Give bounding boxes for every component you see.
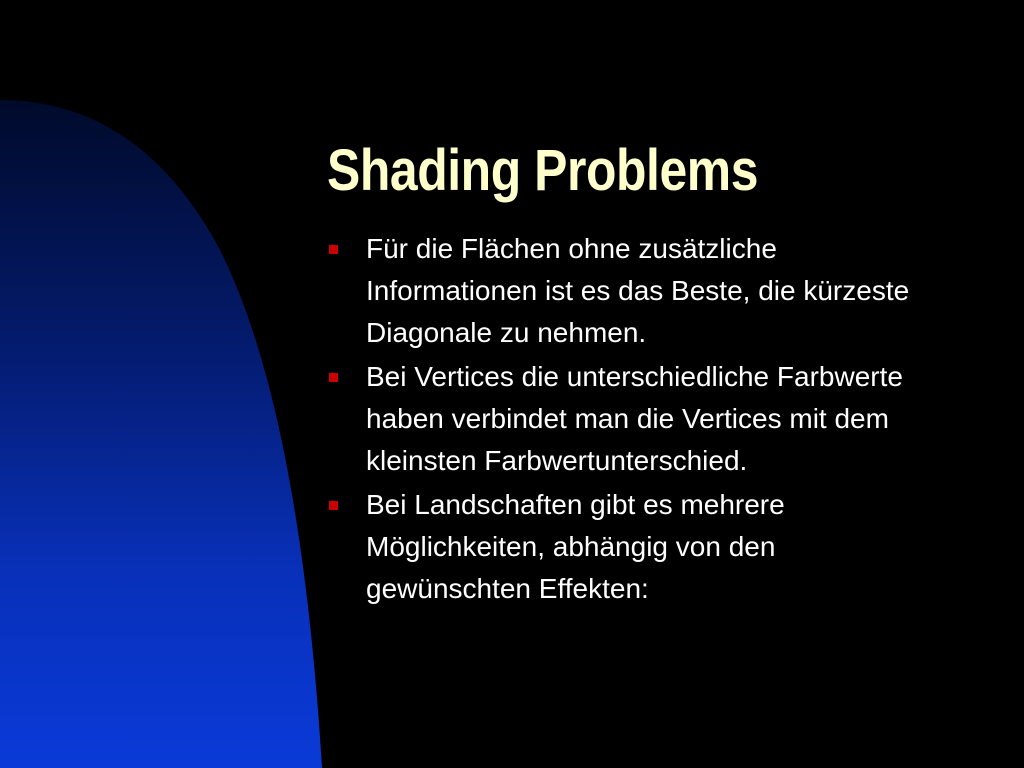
bullet-text: Bei Landschaften gibt es mehrere Möglichkeiten, abhängig von den gewünschten Effekten: xyxy=(366,489,785,604)
square-bullet-icon xyxy=(329,373,338,382)
bullet-item xyxy=(325,228,925,354)
bullet-item xyxy=(325,484,925,610)
bullet-item xyxy=(325,356,925,482)
square-bullet-icon xyxy=(329,245,338,254)
bullet-text: Für die Flächen ohne zusätzliche Informationen ist es das Beste, die kürzeste Diagonale zu nehmen. xyxy=(366,233,910,348)
bullet-text: Bei Vertices die unterschiedliche Farbwerte haben verbindet man die Vertices mit dem kleinsten Farbwertunterschied. xyxy=(366,361,903,476)
bullet-list xyxy=(325,228,925,612)
slide-title: Shading Problems xyxy=(327,138,759,203)
square-bullet-icon xyxy=(329,501,338,510)
